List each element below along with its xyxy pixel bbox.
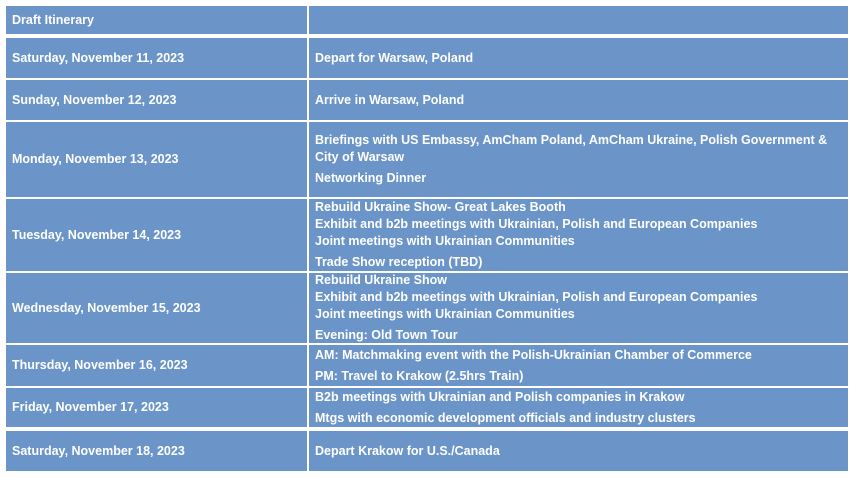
activity-item: Depart Krakow for U.S./Canada bbox=[315, 443, 500, 458]
activity-item: Depart for Warsaw, Poland bbox=[315, 50, 474, 65]
activity-item: Rebuild Ukraine Show- Great Lakes Booth bbox=[315, 200, 566, 214]
itinerary-row bbox=[6, 273, 848, 345]
activity-item: AM: Matchmaking event with the Polish-Ukrainian Chamber of Commerce bbox=[315, 347, 752, 362]
activity-cell bbox=[309, 273, 848, 343]
activity-item: PM: Travel to Krakow (2.5hrs Train) bbox=[315, 368, 524, 383]
activity-item: Briefings with US Embassy, AmCham Poland, AmCham Ukraine, Polish Government & City of Warsaw bbox=[315, 133, 828, 164]
itinerary-row bbox=[6, 199, 848, 273]
activity-item: Arrive in Warsaw, Poland bbox=[315, 92, 465, 107]
activity-item: Networking Dinner bbox=[315, 171, 427, 185]
activity-item: Joint meetings with Ukrainian Communities bbox=[315, 307, 575, 321]
itinerary-row bbox=[6, 345, 848, 388]
date-cell: Tuesday, November 14, 2023 bbox=[6, 199, 309, 271]
activity-item: Evening: Old Town Tour bbox=[315, 328, 458, 342]
activity-item: B2b meetings with Ukrainian and Polish companies in Krakow bbox=[315, 389, 685, 404]
activity-item: Rebuild Ukraine Show bbox=[315, 273, 447, 287]
itinerary-row bbox=[6, 38, 848, 80]
activity-item: Joint meetings with Ukrainian Communities bbox=[315, 234, 575, 248]
date-cell: Thursday, November 16, 2023 bbox=[6, 345, 309, 386]
activity-cell bbox=[309, 431, 848, 471]
activity-cell bbox=[309, 80, 848, 120]
date-cell: Friday, November 17, 2023 bbox=[6, 388, 309, 427]
activity-cell bbox=[309, 199, 848, 271]
activity-cell bbox=[309, 38, 848, 78]
activity-cell bbox=[309, 345, 848, 386]
activity-item: Trade Show reception (TBD) bbox=[315, 255, 483, 269]
date-cell: Monday, November 13, 2023 bbox=[6, 122, 309, 197]
activity-item: Mtgs with economic development officials and industry clusters bbox=[315, 410, 696, 425]
itinerary-table bbox=[6, 6, 848, 471]
itinerary-row bbox=[6, 388, 848, 431]
date-cell: Sunday, November 12, 2023 bbox=[6, 80, 309, 120]
date-cell: Saturday, November 18, 2023 bbox=[6, 431, 309, 471]
header-row bbox=[6, 6, 848, 38]
header-title: Draft Itinerary bbox=[6, 6, 309, 34]
itinerary-row bbox=[6, 80, 848, 122]
activity-cell bbox=[309, 122, 848, 197]
date-cell: Wednesday, November 15, 2023 bbox=[6, 273, 309, 343]
itinerary-row bbox=[6, 122, 848, 199]
activity-item: Exhibit and b2b meetings with Ukrainian, Polish and European Companies bbox=[315, 290, 758, 304]
date-cell: Saturday, November 11, 2023 bbox=[6, 38, 309, 78]
activity-cell bbox=[309, 388, 848, 427]
itinerary-row bbox=[6, 431, 848, 471]
activity-item: Exhibit and b2b meetings with Ukrainian, Polish and European Companies bbox=[315, 217, 758, 231]
header-empty-cell bbox=[309, 6, 848, 34]
